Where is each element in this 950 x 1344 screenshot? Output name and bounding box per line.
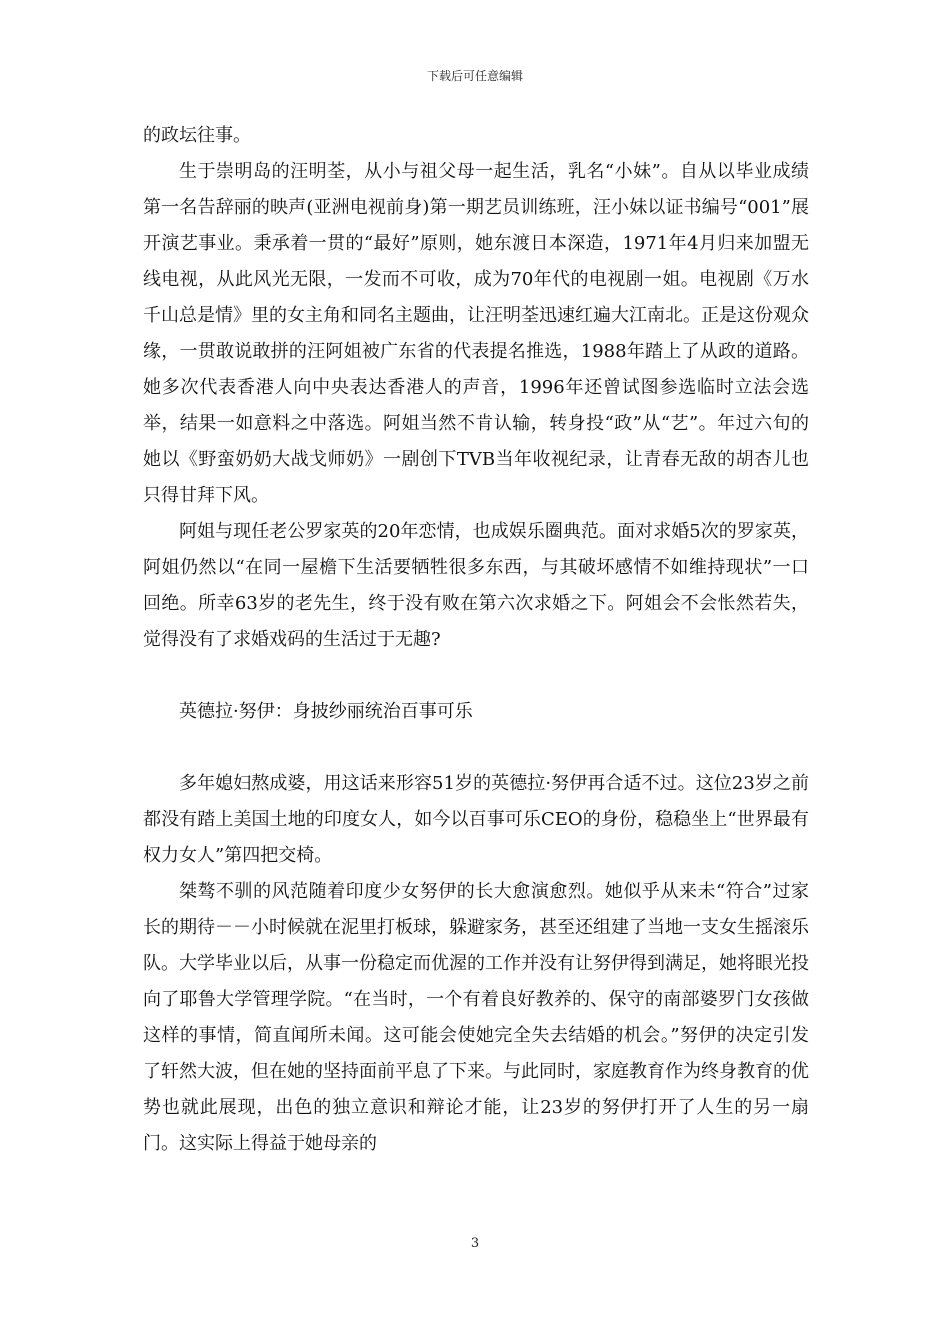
paragraph-wang-mingquan-career: 生于崇明岛的汪明荃，从小与祖父母一起生活，乳名“小妹”。自从以毕业成绩第一名告辞丽的映声(亚洲电视前身)第一期艺员训练班，汪小妹以证书编号“001”展开演艺事业。秉承着一贯的“最好”原则，她东渡日本深造，1971年4月归来加盟无线电视，从此风光无限，一发而不可收，成为70年代的电视剧一姐。电视剧《万水千山总是情》里的女主角和同名主题曲，让汪明荃迅速红遍大江南北。正是这份观众缘，一贯敢说敢拼的汪阿姐被广东省的代表提名推选，1988年踏上了从政的道路。她多次代表香港人向中央表达香港人的声音，1996年还曾试图参选临时立法会选举，结果一如意料之中落选。阿姐当然不肯认输，转身投“政”从“艺”。年过六旬的她以《野蛮奶奶大战戈师奶》一剧创下TVB当年收视纪录，让青春无敌的胡杏儿也只得甘拜下风。 xyxy=(143,161,809,506)
section-heading: 英德拉·努伊：身披纱丽统治百事可乐 xyxy=(179,701,473,722)
paragraph-continuation: 的政坛往事。 xyxy=(143,125,251,146)
page-number: 3 xyxy=(470,1236,480,1251)
paragraph-wang-mingquan-marriage: 阿姐与现任老公罗家英的20年恋情，也成娱乐圈典范。面对求婚5次的罗家英，阿姐仍然以“在同一屋檐下生活要牺牲很多东西，与其破坏感情不如维持现状”一口回绝。所幸63岁的老先生，终于没有败在第六次求婚之下。阿姐会不会怅然若失，觉得没有了求婚戏码的生活过于无趣? xyxy=(143,521,809,650)
page-header: 下载后可任意编辑 xyxy=(426,69,523,83)
paragraph-nooyi-youth: 桀骜不驯的风范随着印度少女努伊的长大愈演愈烈。她似乎从来未“符合”过家长的期待－－小时候就在泥里打板球，躲避家务，甚至还组建了当地一支女生摇滚乐队。大学毕业以后，从事一份稳定而优渥的工作并没有让努伊得到满足，她将眼光投向了耶鲁大学管理学院。“在当时，一个有着良好教养的、保守的南部婆罗门女孩做这样的事情，简直闻所未闻。这可能会使她完全失去结婚的机会。”努伊的决定引发了轩然大波，但在她的坚持面前平息了下来。与此同时，家庭教育作为终身教育的优势也就此展现，出色的独立意识和辩论才能，让23岁的努伊打开了人生的另一扇门。这实际上得益于她母亲的 xyxy=(143,881,809,1154)
document-body xyxy=(143,118,809,1162)
paragraph-nooyi-intro: 多年媳妇熬成婆，用这话来形容51岁的英德拉·努伊再合适不过。这位23岁之前都没有踏上美国土地的印度女人，如今以百事可乐CEO的身份，稳稳坐上“世界最有权力女人”第四把交椅。 xyxy=(143,773,809,866)
